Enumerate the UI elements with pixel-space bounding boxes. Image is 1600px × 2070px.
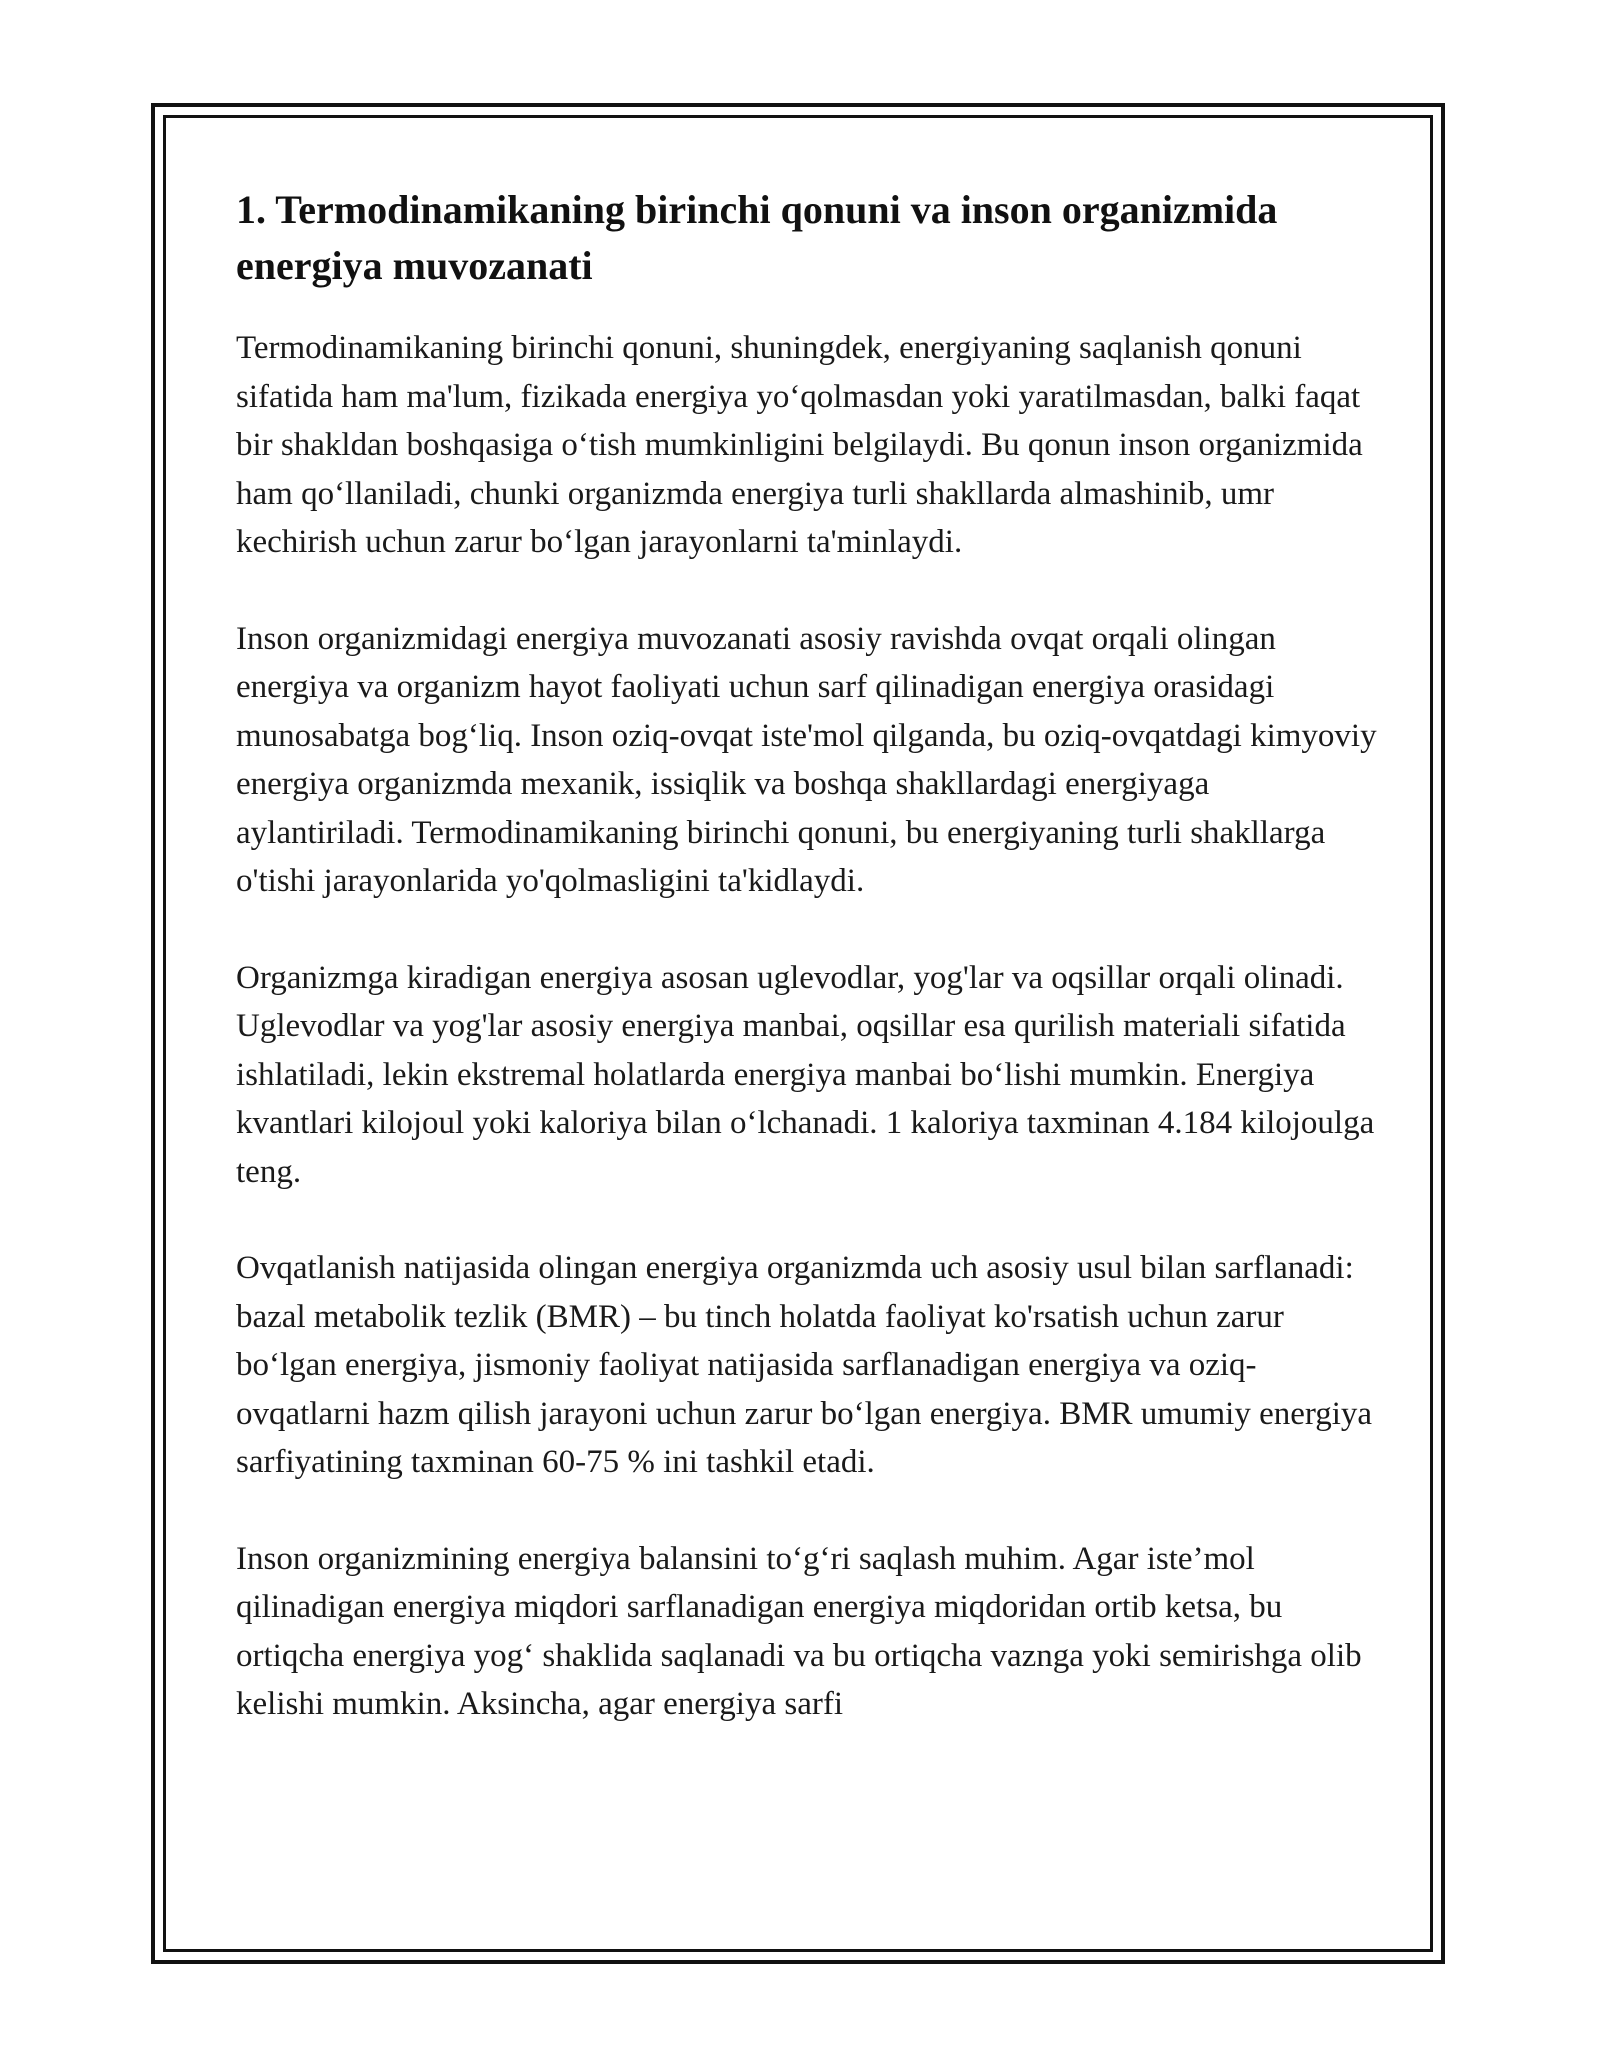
section-heading: 1. Termodinamikaning birinchi qonuni va inson organizmida energiya muvozanati <box>236 187 1278 288</box>
paragraph-1: Termodinamikaning birinchi qonuni, shuningdek, energiyaning saqlanish qonuni sifatida ham ma'lum, fizikada energiya yo‘qolmasdan yoki yaratilmasdan, balki faqat bir shakldan boshqasiga o‘tish mumkinligini belgilaydi. Bu qonun inson organizmida ham qo‘llaniladi, chunki organizmda energiya turli shakllarda almashinib, umr kechirish uchun zarur bo‘lgan jarayonlarni ta'minlaydi. <box>236 330 1363 560</box>
document-body <box>236 182 1378 1729</box>
paragraph-3: Organizmga kiradigan energiya asosan uglevodlar, yog'lar va oqsillar orqali olinadi. Uglevodlar va yog'lar asosiy energiya manbai, oqsillar esa qurilish materiali sifatida ishlatiladi, lekin ekstremal holatlarda energiya manbai bo‘lishi mumkin. Energiya kvantlari kilojoul yoki kaloriya bilan o‘lchanadi. 1 kaloriya taxminan 4.184 kilojoulga teng. <box>236 959 1375 1190</box>
paragraph-2: Inson organizmidagi energiya muvozanati asosiy ravishda ovqat orqali olingan energiya va organizm hayot faoliyati uchun sarf qilinadigan energiya orasidagi munosabatga bog‘liq. Inson oziq-ovqat iste'mol qilganda, bu oziq-ovqatdagi kimyoviy energiya organizmda mexanik, issiqlik va boshqa shakllardagi energiyaga aylantiriladi. Termodinamikaning birinchi qonuni, bu energiyaning turli shakllarga o'tishi jarayonlarida yo'qolmasligini ta'kidlaydi. <box>236 620 1377 899</box>
paragraph-4: Ovqatlanish natijasida olingan energiya organizmda uch asosiy usul bilan sarflanadi: bazal metabolik tezlik (BMR) – bu tinch holatda faoliyat ko'rsatish uchun zarur bo‘lgan energiya, jismoniy faoliyat natijasida sarflanadigan energiya va oziq-ovqatlarni hazm qilish jarayoni uchun zarur bo‘lgan energiya. BMR umumiy energiya sarfiyatining taxminan 60-75 % ini tashkil etadi. <box>236 1250 1373 1480</box>
paragraph-5: Inson organizmining energiya balansini to‘g‘ri saqlash muhim. Agar iste’mol qilinadigan energiya miqdori sarflanadigan energiya miqdoridan ortib ketsa, bu ortiqcha energiya yog‘ shaklida saqlanadi va bu ortiqcha vaznga yoki semirishga olib kelishi mumkin. Aksincha, agar energiya sarfi <box>236 1540 1362 1722</box>
